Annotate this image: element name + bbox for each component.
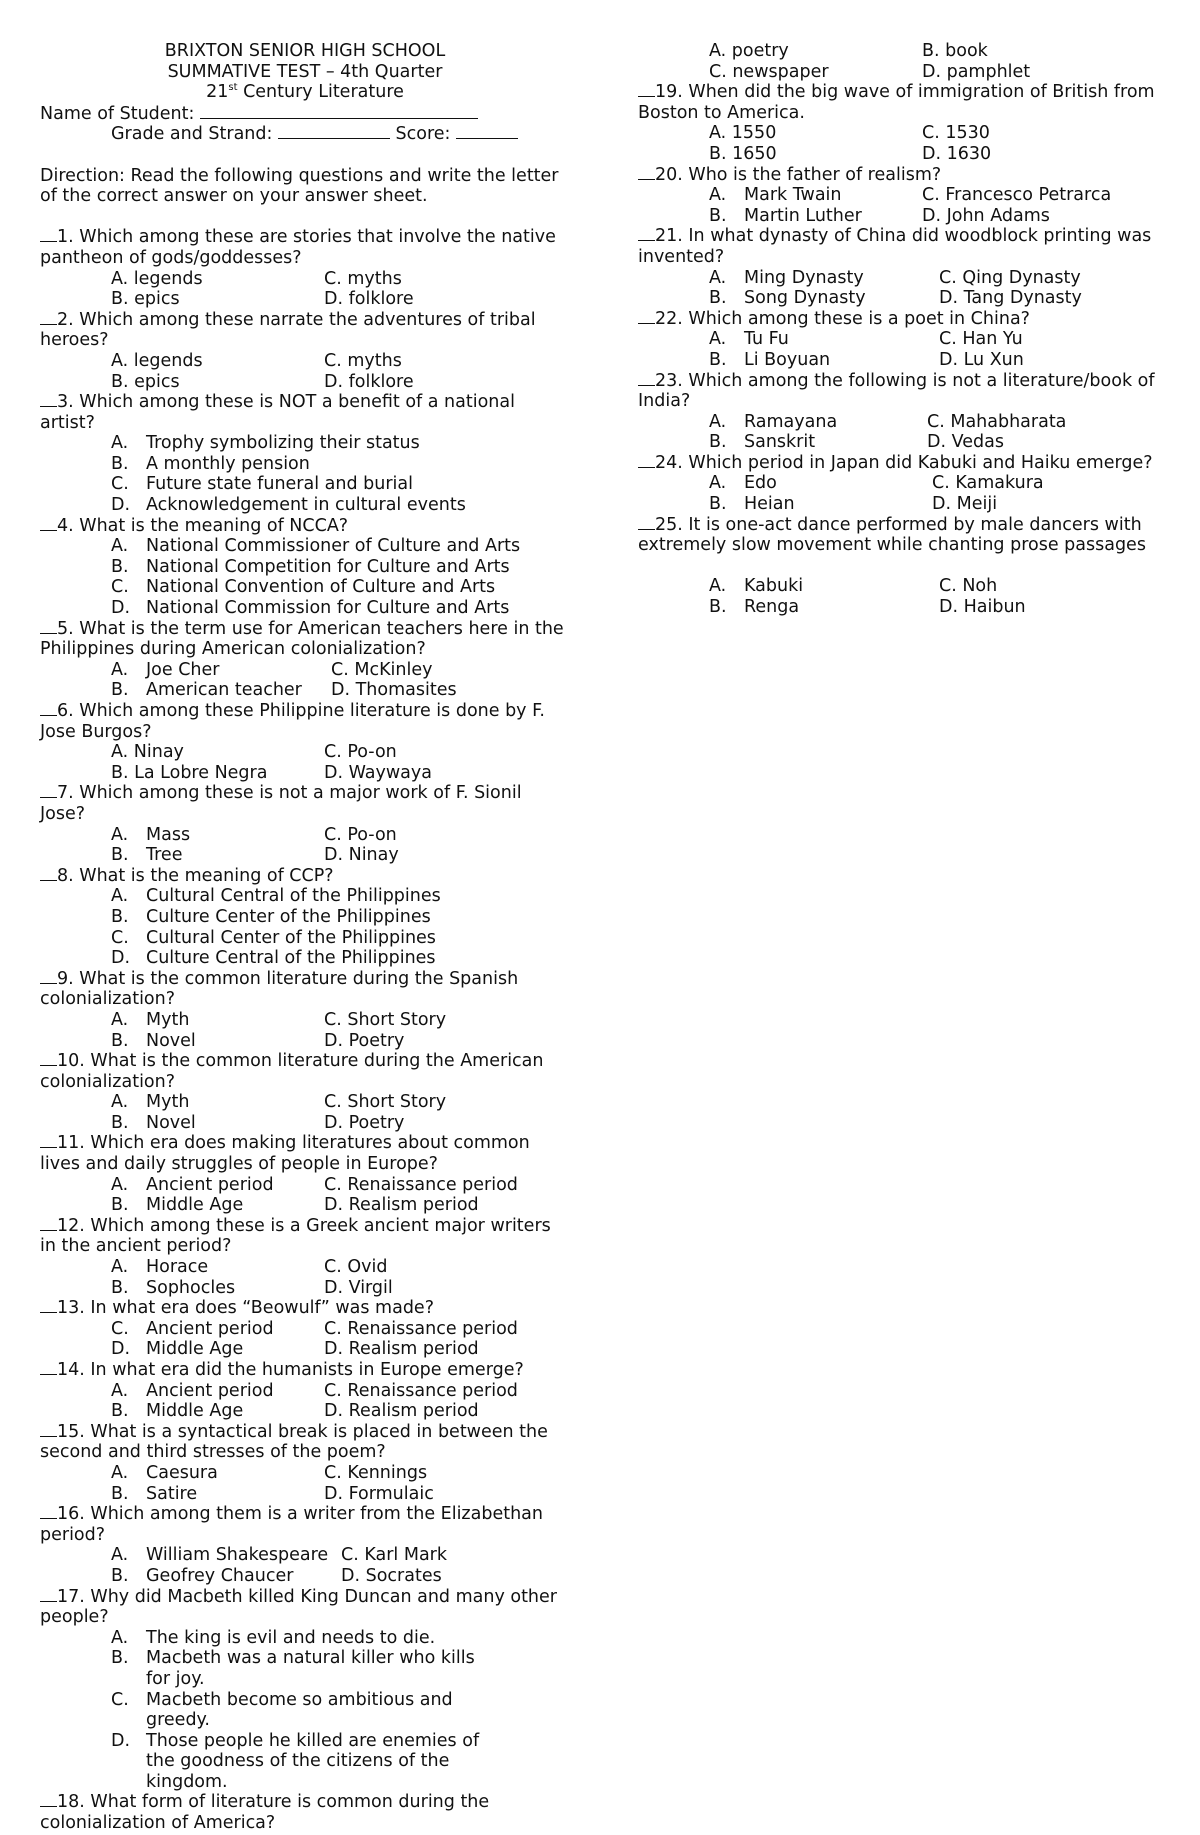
choice-d: D. pamphlet bbox=[922, 61, 1031, 82]
question-17 bbox=[40, 1587, 570, 1793]
choice-b: B. Macbeth was a natural killer who kills for joy. bbox=[111, 1648, 475, 1689]
choice-c: C. Po-on bbox=[324, 742, 397, 763]
grade-strand-label: Grade and Strand: bbox=[111, 124, 273, 145]
choice-a: C. Ancient period bbox=[111, 1318, 274, 1339]
choice-b: B. Sanskrit bbox=[709, 432, 816, 453]
choice-c: C. newspaper bbox=[709, 61, 829, 82]
question-stem: 8. What is the meaning of CCP? bbox=[40, 866, 570, 887]
choice-b: B. Satire bbox=[111, 1483, 198, 1504]
question-3 bbox=[40, 392, 570, 516]
choice-a: A. Ancient period bbox=[111, 1174, 274, 1195]
choice-a: A. Myth bbox=[111, 1009, 190, 1030]
question-stem: 3. Which among these is NOT a benefit of a national artist? bbox=[40, 392, 515, 433]
choice-a: A. Caesura bbox=[111, 1462, 218, 1483]
question-4 bbox=[40, 516, 570, 619]
choice-a: A. Joe Cher bbox=[111, 659, 220, 680]
choice-a: A. Ancient period bbox=[111, 1380, 274, 1401]
choice-b: B. Culture Center of the Philippines bbox=[111, 906, 431, 927]
choice-c: C. Short Story bbox=[324, 1009, 447, 1030]
choice-b: B. epics bbox=[111, 289, 180, 310]
choice-a: A. Ninay bbox=[111, 742, 184, 763]
answer-blank[interactable] bbox=[40, 701, 57, 716]
question-20 bbox=[638, 165, 1168, 227]
question-16 bbox=[40, 1504, 570, 1586]
answer-blank[interactable] bbox=[40, 1587, 57, 1602]
choice-c: C. Macbeth become so ambitious and greedy. bbox=[111, 1689, 453, 1731]
choice-d: D. Virgil bbox=[324, 1277, 393, 1298]
question-22 bbox=[638, 309, 1168, 371]
choice-c: C. 1530 bbox=[922, 123, 990, 144]
choice-b: B. book bbox=[922, 41, 988, 61]
grade-strand-field[interactable] bbox=[278, 125, 390, 139]
choice-a: A. The king is evil and needs to die. bbox=[111, 1627, 436, 1648]
question-8 bbox=[40, 866, 570, 969]
answer-blank[interactable] bbox=[40, 1051, 57, 1066]
answer-blank[interactable] bbox=[40, 619, 57, 634]
answer-blank[interactable] bbox=[40, 969, 57, 984]
choice-d: D. Waywaya bbox=[324, 762, 432, 783]
question-stem: 15. What is a syntactical break is placed in between the second and third stresses of the poem? bbox=[40, 1421, 548, 1463]
answer-blank[interactable] bbox=[40, 227, 57, 242]
choice-c: C. Han Yu bbox=[939, 329, 1023, 350]
answer-blank[interactable] bbox=[40, 516, 57, 531]
choice-a: A. William Shakespeare bbox=[111, 1545, 329, 1566]
question-24 bbox=[638, 453, 1168, 515]
question-stem: 11. Which era does making literatures about common lives and daily struggles of people in Europe? bbox=[40, 1133, 530, 1175]
choice-d: D. Vedas bbox=[927, 432, 1004, 453]
question-stem: 5. What is the term use for American teachers here in the Philippines during American colonialization? bbox=[40, 618, 564, 660]
question-stem: 24. Which period in Japan did Kabuki and Haiku emerge? bbox=[638, 453, 1168, 474]
choice-b: D. Middle Age bbox=[111, 1339, 244, 1360]
answer-blank[interactable] bbox=[40, 1216, 57, 1231]
question-12 bbox=[40, 1216, 570, 1298]
question-21 bbox=[638, 226, 1168, 308]
answer-blank[interactable] bbox=[40, 1792, 57, 1807]
choice-b: B. American teacher bbox=[111, 680, 302, 701]
choice-b: B. Tree bbox=[111, 845, 183, 866]
answer-blank[interactable] bbox=[40, 1298, 57, 1313]
question-stem: 6. Which among these Philippine literature is done by F. Jose Burgos? bbox=[40, 701, 545, 742]
choice-b: B. Middle Age bbox=[111, 1401, 244, 1422]
choice-c: C. Qing Dynasty bbox=[939, 267, 1081, 288]
choice-d: D. Lu Xun bbox=[939, 349, 1024, 370]
question-14 bbox=[40, 1360, 570, 1422]
choice-d: D. Poetry bbox=[324, 1030, 405, 1051]
choice-d: D. Realism period bbox=[324, 1339, 479, 1360]
question-stem: 21. In what dynasty of China did woodblock printing was invented? bbox=[638, 226, 1152, 267]
question-stem: 22. Which among these is a poet in China? bbox=[638, 309, 1168, 330]
grade-score-row bbox=[40, 124, 570, 145]
choice-d: D. Thomasites bbox=[331, 680, 457, 701]
choice-c: C. Renaissance period bbox=[324, 1174, 518, 1195]
choice-d: D. Poetry bbox=[324, 1112, 405, 1133]
answer-blank[interactable] bbox=[40, 1360, 57, 1375]
question-19 bbox=[638, 82, 1168, 164]
choice-b: B. National Competition for Culture and Arts bbox=[111, 556, 510, 577]
choice-a: A. Kabuki bbox=[709, 576, 804, 597]
choice-d: D. Realism period bbox=[324, 1401, 479, 1422]
question-stem: 9. What is the common literature during the Spanish colonialization? bbox=[40, 968, 519, 1010]
choice-d: D. 1630 bbox=[922, 143, 992, 164]
choice-d: D. Socrates bbox=[341, 1565, 442, 1586]
choice-c: C. Cultural Center of the Philippines bbox=[111, 927, 436, 948]
answer-blank[interactable] bbox=[40, 310, 57, 325]
choice-b: B. Martin Luther bbox=[709, 205, 862, 226]
question-stem: 13. In what era does “Beowulf” was made? bbox=[40, 1298, 570, 1319]
choice-d: D. Those people he killed are enemies of the goodness of the citizens of the kingdom. bbox=[111, 1730, 480, 1792]
choice-c: C. Francesco Petrarca bbox=[922, 185, 1112, 206]
question-6 bbox=[40, 701, 570, 783]
score-field[interactable] bbox=[456, 125, 518, 139]
question-15 bbox=[40, 1422, 570, 1504]
question-stem: 10. What is the common literature during the American colonialization? bbox=[40, 1051, 544, 1092]
question-stem: 16. Which among them is a writer from the Elizabethan period? bbox=[40, 1504, 543, 1545]
choice-d: D. folklore bbox=[324, 371, 414, 392]
question-stem: 14. In what era did the humanists in Europe emerge? bbox=[40, 1360, 570, 1381]
choice-b: B. Middle Age bbox=[111, 1195, 244, 1216]
question-18 bbox=[40, 1792, 570, 1833]
choice-d: D. John Adams bbox=[922, 205, 1050, 226]
choice-b: B. Li Boyuan bbox=[709, 349, 831, 370]
student-name-field[interactable] bbox=[200, 105, 478, 119]
question-2 bbox=[40, 310, 570, 392]
question-stem: 25. It is one-act dance performed by male dancers with extremely slow movement while chanting prose passages bbox=[638, 514, 1146, 556]
answer-blank[interactable] bbox=[40, 866, 57, 881]
choice-c: C. Future state funeral and burial bbox=[111, 474, 413, 495]
question-11 bbox=[40, 1133, 570, 1215]
choice-d: D. Ninay bbox=[324, 845, 399, 866]
choice-d: D. Realism period bbox=[324, 1195, 479, 1216]
choice-d: D. Culture Central of the Philippines bbox=[111, 948, 436, 969]
question-10 bbox=[40, 1051, 570, 1133]
choice-c: C. Noh bbox=[939, 576, 998, 597]
question-13 bbox=[40, 1298, 570, 1360]
question-stem: 20. Who is the father of realism? bbox=[638, 165, 1168, 186]
question-25 bbox=[638, 515, 1168, 618]
choice-c: C. myths bbox=[324, 350, 402, 371]
choice-c: C. Mahabharata bbox=[927, 411, 1067, 432]
choice-b: B. Song Dynasty bbox=[709, 288, 866, 309]
directions: Direction: Read the following questions and write the letter of the correct answer on your answer sheet. bbox=[40, 165, 559, 207]
choice-d: D. National Commission for Culture and Arts bbox=[111, 598, 510, 619]
choice-c: C. Renaissance period bbox=[324, 1318, 518, 1339]
choice-a: A. Mark Twain bbox=[709, 185, 842, 206]
answer-blank[interactable] bbox=[638, 309, 655, 324]
choice-a: A. Myth bbox=[111, 1092, 190, 1113]
question-9 bbox=[40, 969, 570, 1051]
choice-b: B. Novel bbox=[111, 1030, 196, 1051]
question-stem: 4. What is the meaning of NCCA? bbox=[40, 516, 570, 537]
score-label: Score: bbox=[395, 124, 451, 145]
choice-a: A. Ming Dynasty bbox=[709, 267, 864, 288]
question-stem: 19. When did the big wave of immigration of British from Boston to America. bbox=[638, 82, 1155, 123]
choice-b: B. 1650 bbox=[709, 143, 777, 164]
choice-d: D. Tang Dynasty bbox=[939, 288, 1082, 309]
question-1 bbox=[40, 227, 570, 309]
choice-b: B. La Lobre Negra bbox=[111, 762, 268, 783]
answer-blank[interactable] bbox=[638, 515, 655, 530]
choice-c: C. Short Story bbox=[324, 1092, 447, 1113]
answer-blank[interactable] bbox=[40, 1504, 57, 1519]
question-stem: 1. Which among these are stories that involve the native pantheon of gods/goddesses? bbox=[40, 227, 556, 268]
choice-c: C. Ovid bbox=[324, 1257, 388, 1278]
left-column bbox=[40, 41, 570, 1834]
answer-blank[interactable] bbox=[638, 371, 655, 386]
choice-b: B. epics bbox=[111, 371, 180, 392]
student-name-label: Name of Student: bbox=[40, 103, 195, 124]
answer-blank[interactable] bbox=[638, 82, 655, 97]
choice-d: D. Haibun bbox=[939, 597, 1026, 618]
choice-d: D. Acknowledgement in cultural events bbox=[111, 495, 466, 516]
choice-a: A. Ramayana bbox=[709, 411, 838, 432]
choice-b: B. Novel bbox=[111, 1112, 196, 1133]
choice-c: C. National Convention of Culture and Arts bbox=[111, 577, 496, 598]
choice-d: D. Meiji bbox=[932, 494, 998, 515]
choice-a: A. National Commissioner of Culture and Arts bbox=[111, 536, 521, 557]
question-stem: 18. What form of literature is common during the colonialization of America? bbox=[40, 1792, 490, 1834]
answer-blank[interactable] bbox=[40, 392, 57, 407]
choice-c: C. Renaissance period bbox=[324, 1380, 518, 1401]
student-name-row bbox=[40, 104, 570, 125]
question-23 bbox=[638, 371, 1168, 453]
choice-b: B. Sophocles bbox=[111, 1277, 236, 1298]
question-stem: 12. Which among these is a Greek ancient major writers in the ancient period? bbox=[40, 1215, 551, 1257]
choice-c: C. Po-on bbox=[324, 824, 397, 845]
choice-a: A. 1550 bbox=[709, 123, 777, 144]
test-header bbox=[40, 41, 570, 103]
question-stem: 2. Which among these narrate the adventures of tribal heroes? bbox=[40, 309, 536, 351]
question-stem: 17. Why did Macbeth killed King Duncan and many other people? bbox=[40, 1586, 557, 1628]
subject-title: 21st Century Literature bbox=[206, 82, 404, 103]
question-stem: 23. Which among the following is not a literature/book of India? bbox=[638, 370, 1155, 412]
question-7 bbox=[40, 783, 570, 865]
choice-c: C. myths bbox=[324, 268, 402, 289]
school-name: BRIXTON SENIOR HIGH SCHOOL bbox=[164, 41, 446, 61]
choice-d: D. folklore bbox=[324, 289, 414, 310]
choice-c: C. Karl Mark bbox=[341, 1545, 448, 1566]
choice-a: A. Horace bbox=[111, 1257, 209, 1278]
answer-blank[interactable] bbox=[40, 1133, 57, 1148]
answer-blank[interactable] bbox=[638, 453, 655, 468]
choice-a: A. Cultural Central of the Philippines bbox=[111, 886, 441, 907]
choice-a: A. Trophy symbolizing their status bbox=[111, 433, 420, 454]
question-18-choices bbox=[638, 41, 1168, 82]
right-column bbox=[638, 41, 1168, 618]
choice-a: A. Tu Fu bbox=[709, 329, 789, 350]
choice-a: A. legends bbox=[111, 268, 203, 289]
choice-a: A. Mass bbox=[111, 824, 191, 845]
choice-c: C. McKinley bbox=[331, 659, 433, 680]
choice-a: A. legends bbox=[111, 350, 203, 371]
question-5 bbox=[40, 619, 570, 701]
choice-d: D. Formulaic bbox=[324, 1483, 434, 1504]
answer-blank[interactable] bbox=[40, 1422, 57, 1437]
answer-blank[interactable] bbox=[638, 226, 655, 241]
choice-b: B. Heian bbox=[709, 494, 795, 515]
answer-blank[interactable] bbox=[40, 783, 57, 798]
choice-c: C. Kennings bbox=[324, 1462, 428, 1483]
choice-b: B. Renga bbox=[709, 597, 800, 618]
choice-a: A. poetry bbox=[709, 41, 789, 61]
choice-b: B. Geofrey Chaucer bbox=[111, 1565, 294, 1586]
answer-blank[interactable] bbox=[638, 165, 655, 180]
choice-b: B. A monthly pension bbox=[111, 453, 310, 474]
choice-c: C. Kamakura bbox=[932, 473, 1044, 494]
choice-a: A. Edo bbox=[709, 473, 777, 494]
test-title: SUMMATIVE TEST – 4th Quarter bbox=[167, 61, 443, 82]
question-stem: 7. Which among these is not a major work of F. Sionil Jose? bbox=[40, 783, 522, 824]
